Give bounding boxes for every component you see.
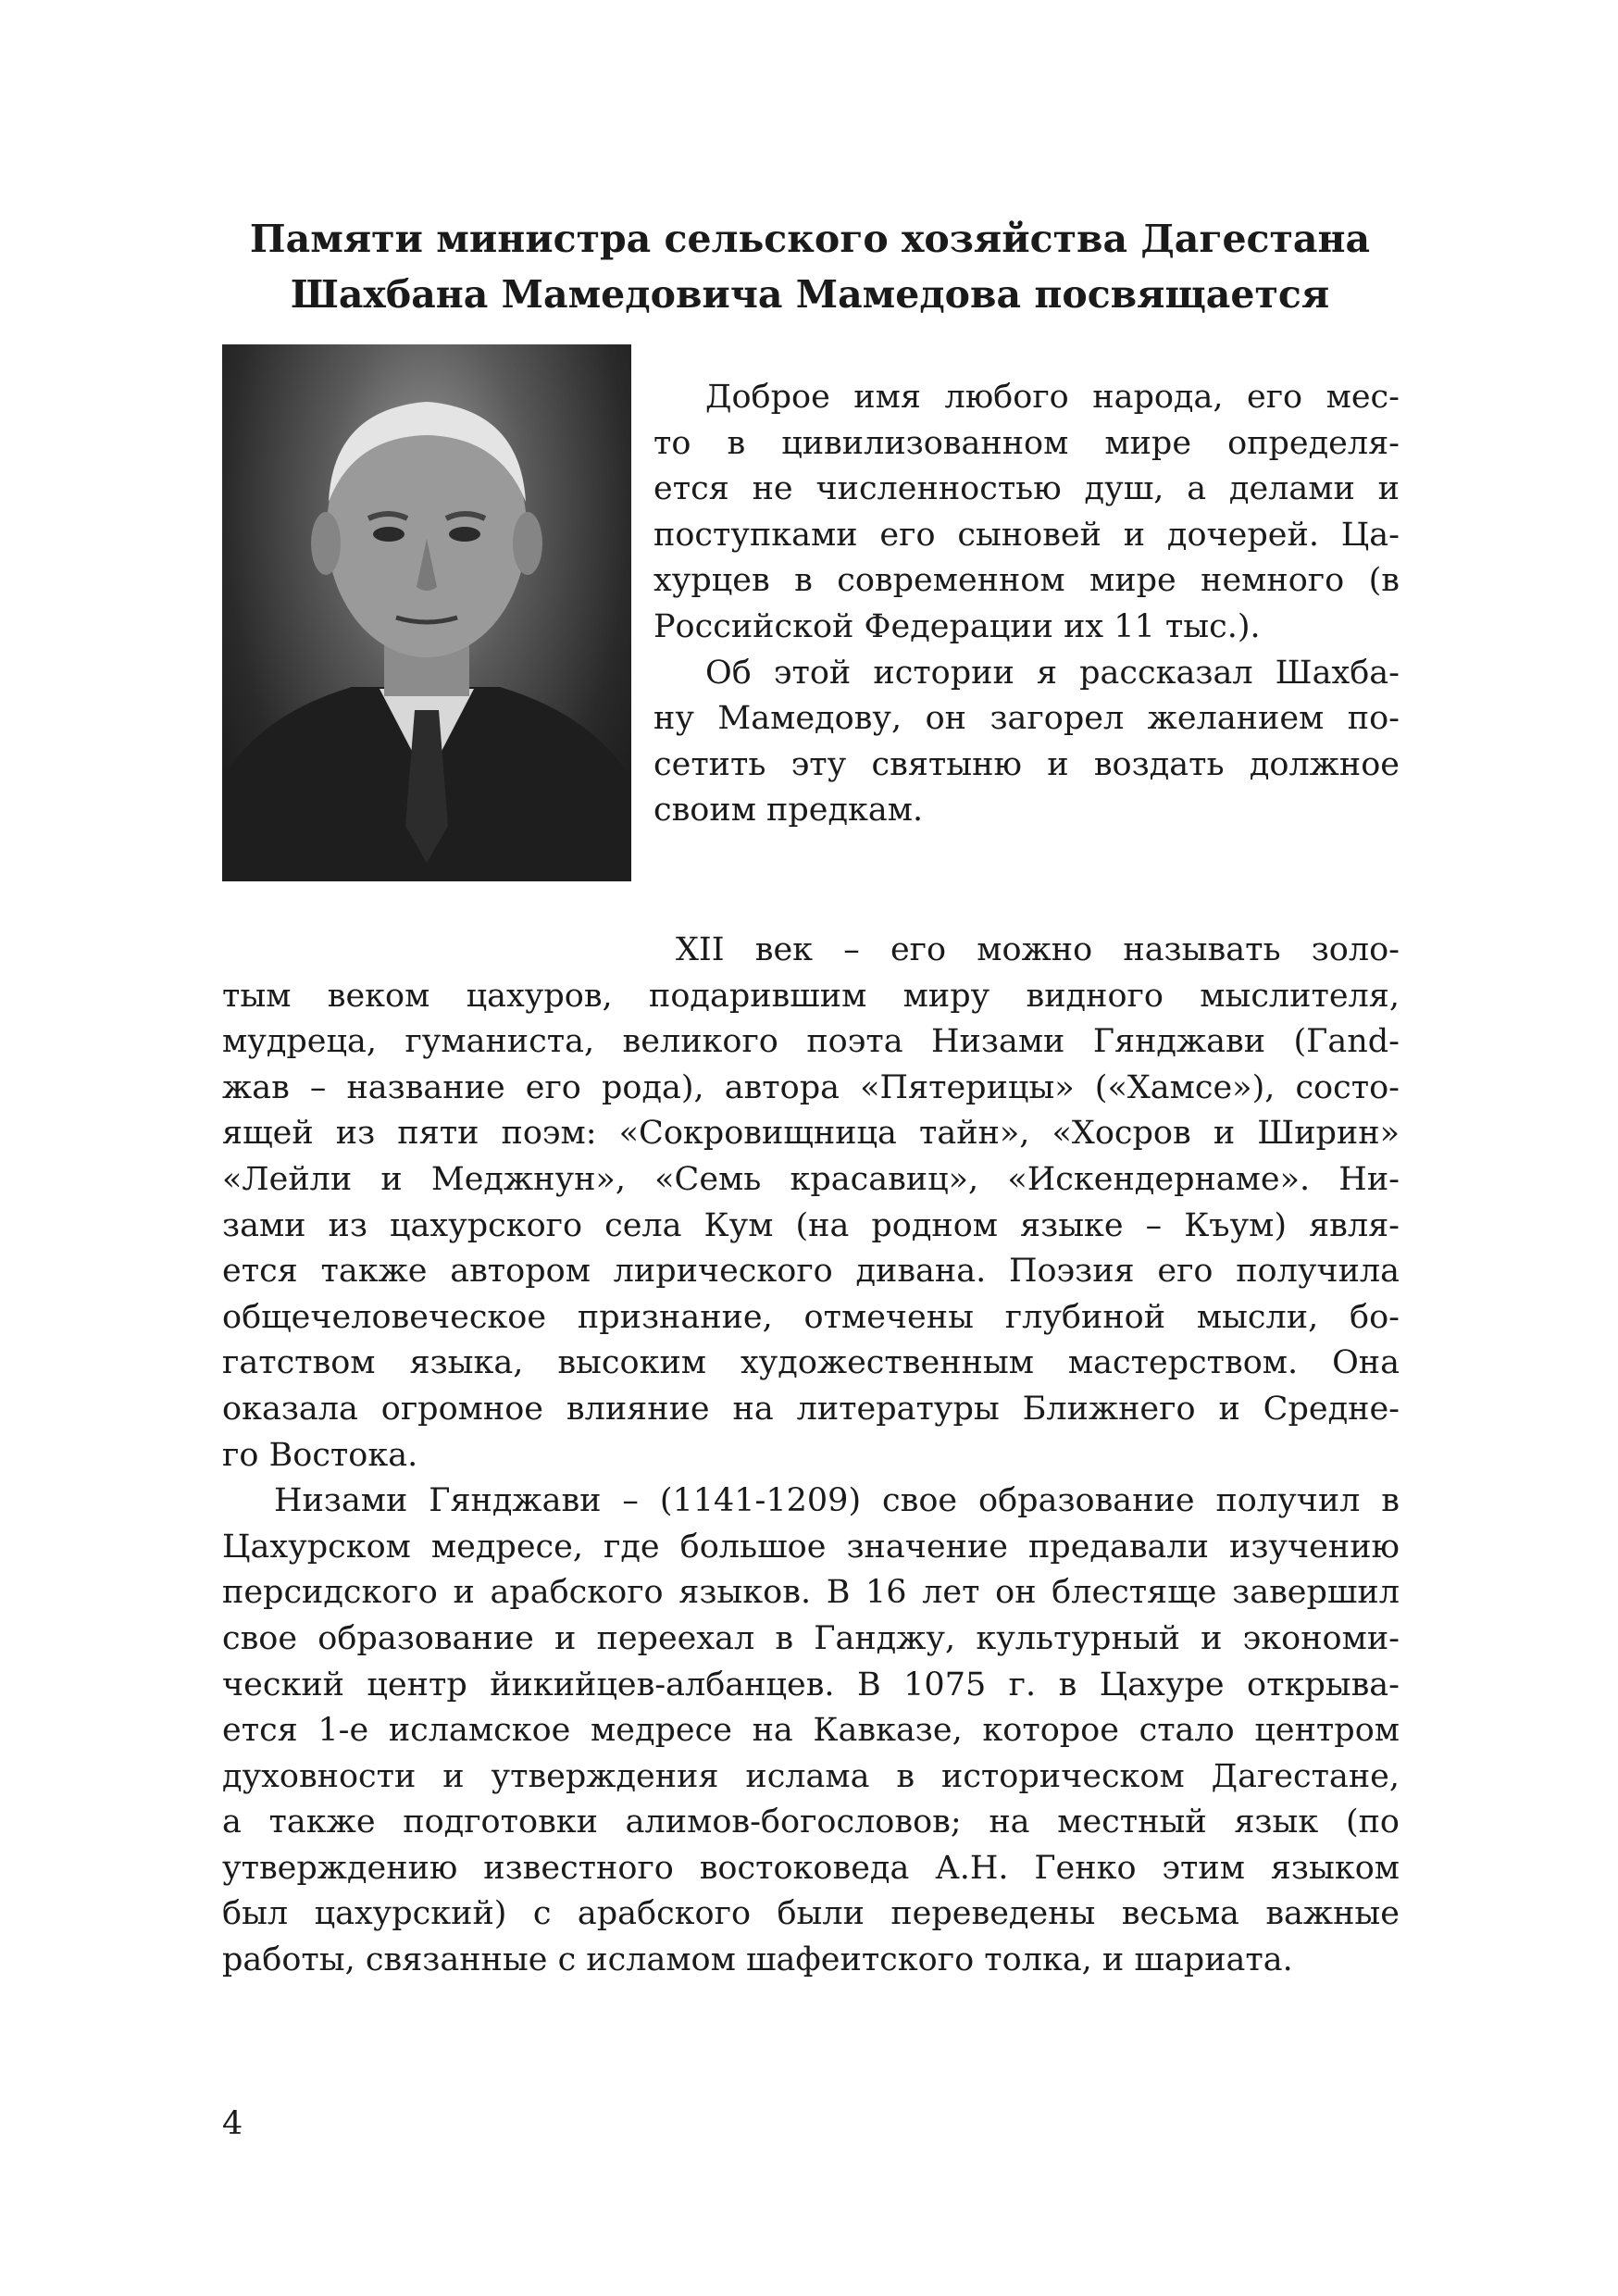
text-line: тым веком цахуров, подарившим миру видного мыслителя, xyxy=(222,977,1400,1015)
text-line: общечеловеческое признание, отмечены глубиной мысли, бо- xyxy=(222,1298,1400,1336)
text-line: а также подготовки алимов-богословов; на местный язык (по xyxy=(222,1803,1400,1841)
text-line: Доброе имя любого народа, его мес- xyxy=(705,379,1400,416)
dedication-heading xyxy=(222,211,1398,322)
text-line: зами из цахурского села Кум (на родном языке – Къум) явля- xyxy=(222,1206,1400,1244)
text-line: мудреца, гуманиста, великого поэта Низами Гянджави (Гand- xyxy=(222,1023,1400,1061)
body-text-beside-photo xyxy=(653,375,1400,834)
body-text-full-width xyxy=(222,928,1400,1984)
text-line: ну Мамедову, он загорел желанием по- xyxy=(653,700,1400,738)
text-line: свое образование и переехал в Ганджу, культурный и экономи- xyxy=(222,1619,1400,1657)
text-line: оказала огромное влияние на литературы Ближнего и Средне- xyxy=(222,1390,1400,1428)
heading-line-1: Памяти министра сельского хозяйства Дагестана xyxy=(249,217,1371,261)
text-line: ческий центр йикийцев-албанцев. В 1075 г. в Цахуре открыва- xyxy=(222,1666,1400,1703)
text-line: то в цивилизованном мире определя- xyxy=(653,424,1400,462)
text-line: ется также автором лирического дивана. Поэзия его получила xyxy=(222,1253,1400,1291)
text-line: XII век – его можно называть золо- xyxy=(676,931,1400,968)
text-line: жав – название его рода), автора «Пятерицы» («Хамсе»), состо- xyxy=(222,1068,1400,1106)
portrait-photo xyxy=(222,344,631,881)
text-line: ется 1-е исламское медресе на Кавказе, которое стало центром xyxy=(222,1712,1400,1750)
text-line: «Лейли и Меджнун», «Семь красавиц», «Искендернаме». Ни- xyxy=(222,1160,1400,1198)
text-line: Российской Федерации их 11 тыс.). xyxy=(653,607,1261,645)
portrait-photo-icon xyxy=(222,344,631,881)
text-line: Об этой истории я рассказал Шахба- xyxy=(705,654,1400,692)
heading-line-2: Шахбана Мамедовича Мамедова посвящается xyxy=(290,272,1330,317)
text-line: хурцев в современном мире немного (в xyxy=(653,562,1400,600)
text-line: работы, связанные с исламом шафеитского толка, и шариата. xyxy=(222,1941,1293,1979)
page-number: 4 xyxy=(222,2105,243,2142)
text-line: поступками его сыновей и дочерей. Ца- xyxy=(653,516,1400,554)
text-line: Низами Гянджави – (1141-1209) свое образование получил в xyxy=(274,1482,1400,1520)
text-line: сетить эту святыню и воздать должное xyxy=(653,745,1400,783)
text-line: утверждению известного востоковеда А.Н. Генко этим языком xyxy=(222,1849,1400,1887)
text-line: гатством языка, высоким художественным мастерством. Она xyxy=(222,1344,1400,1382)
text-line: го Востока. xyxy=(222,1436,418,1474)
text-line: ящей из пяти поэм: «Сокровищница тайн», «Хосров и Ширин» xyxy=(222,1115,1400,1153)
text-line: Цахурском медресе, где большое значение предавали изучению xyxy=(222,1528,1400,1566)
text-line: был цахурский) с арабского были переведены весьма важные xyxy=(222,1895,1400,1933)
text-line: ется не численностью душ, а делами и xyxy=(653,470,1400,508)
text-line: персидского и арабского языков. В 16 лет он блестяще завершил xyxy=(222,1574,1400,1612)
text-line: духовности и утверждения ислама в историческом Дагестане, xyxy=(222,1757,1400,1795)
text-line: своим предкам. xyxy=(653,792,924,830)
